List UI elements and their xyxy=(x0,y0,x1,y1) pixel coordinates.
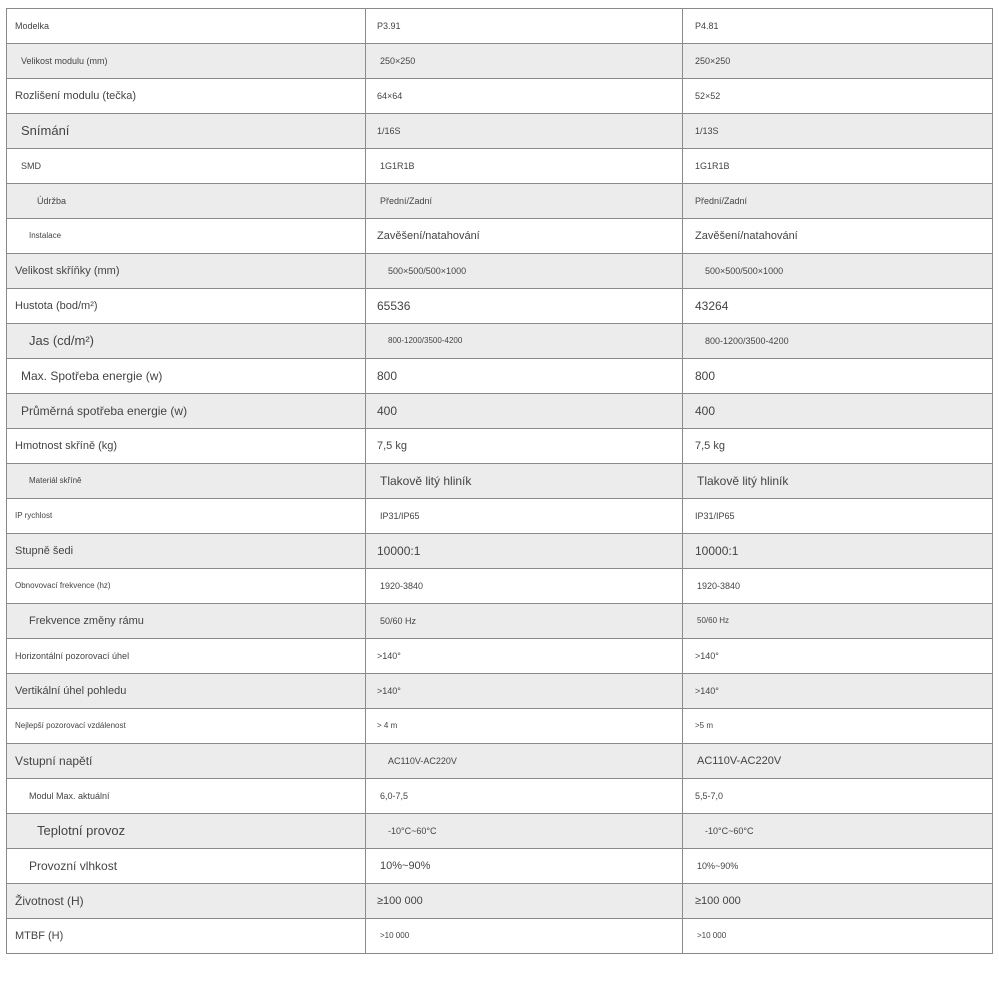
row-label: Modul Max. aktuální xyxy=(7,779,366,814)
p481-value: Přední/Zadní xyxy=(683,184,993,219)
p481-value: Zavěšení/natahování xyxy=(683,219,993,254)
p481-value: -10°C~60°C xyxy=(683,814,993,849)
table-row xyxy=(7,149,993,184)
row-label: Rozlišení modulu (tečka) xyxy=(7,79,366,114)
table-row xyxy=(7,499,993,534)
table-row xyxy=(7,9,993,44)
table-row xyxy=(7,429,993,464)
row-label: SMD xyxy=(7,149,366,184)
table-row xyxy=(7,114,993,149)
row-label: Snímání xyxy=(7,114,366,149)
table-row xyxy=(7,919,993,954)
p391-value: 10000:1 xyxy=(366,534,683,569)
table-row xyxy=(7,814,993,849)
p391-value: 1920-3840 xyxy=(366,569,683,604)
row-label: Údržba xyxy=(7,184,366,219)
p481-value: P4.81 xyxy=(683,9,993,44)
p481-value: IP31/IP65 xyxy=(683,499,993,534)
p391-value: > 4 m xyxy=(366,709,683,744)
table-row xyxy=(7,884,993,919)
p391-value: -10°C~60°C xyxy=(366,814,683,849)
p481-value: >5 m xyxy=(683,709,993,744)
p481-value: >140° xyxy=(683,674,993,709)
table-row xyxy=(7,324,993,359)
row-label: Modelka xyxy=(7,9,366,44)
p481-value: 10%~90% xyxy=(683,849,993,884)
p391-value: Přední/Zadní xyxy=(366,184,683,219)
p481-value: 400 xyxy=(683,394,993,429)
p481-value: 5,5-7,0 xyxy=(683,779,993,814)
p391-value: 7,5 kg xyxy=(366,429,683,464)
row-label: MTBF (H) xyxy=(7,919,366,954)
p481-value: ≥100 000 xyxy=(683,884,993,919)
table-row xyxy=(7,569,993,604)
p481-value: Tlakově litý hliník xyxy=(683,464,993,499)
p481-value: 800-1200/3500-4200 xyxy=(683,324,993,359)
p481-value: 7,5 kg xyxy=(683,429,993,464)
p391-value: ≥100 000 xyxy=(366,884,683,919)
row-label: Jas (cd/m²) xyxy=(7,324,366,359)
p391-value: AC110V-AC220V xyxy=(366,744,683,779)
table-row xyxy=(7,709,993,744)
table-row xyxy=(7,44,993,79)
row-label: Obnovovací frekvence (hz) xyxy=(7,569,366,604)
p481-value: 52×52 xyxy=(683,79,993,114)
row-label: Životnost (H) xyxy=(7,884,366,919)
row-label: Teplotní provoz xyxy=(7,814,366,849)
row-label: Hmotnost skříně (kg) xyxy=(7,429,366,464)
table-row xyxy=(7,289,993,324)
p481-value: 1920-3840 xyxy=(683,569,993,604)
row-label: Provozní vlhkost xyxy=(7,849,366,884)
row-label: Materiál skříně xyxy=(7,464,366,499)
p391-value: 64×64 xyxy=(366,79,683,114)
p391-value: 1/16S xyxy=(366,114,683,149)
p391-value: >140° xyxy=(366,674,683,709)
p481-value: 50/60 Hz xyxy=(683,604,993,639)
p391-value: Zavěšení/natahování xyxy=(366,219,683,254)
spec-table xyxy=(6,8,993,954)
spec-table-container xyxy=(6,8,992,954)
row-label: Stupně šedi xyxy=(7,534,366,569)
table-row xyxy=(7,534,993,569)
table-row xyxy=(7,254,993,289)
row-label: Velikost skříňky (mm) xyxy=(7,254,366,289)
p481-value: 10000:1 xyxy=(683,534,993,569)
p481-value: AC110V-AC220V xyxy=(683,744,993,779)
table-row xyxy=(7,779,993,814)
row-label: IP rychlost xyxy=(7,499,366,534)
table-row xyxy=(7,849,993,884)
table-row xyxy=(7,604,993,639)
table-row xyxy=(7,394,993,429)
p481-value: 1G1R1B xyxy=(683,149,993,184)
table-row xyxy=(7,219,993,254)
p391-value: 250×250 xyxy=(366,44,683,79)
table-row xyxy=(7,184,993,219)
row-label: Nejlepší pozorovací vzdálenost xyxy=(7,709,366,744)
p481-value: >10 000 xyxy=(683,919,993,954)
p391-value: 1G1R1B xyxy=(366,149,683,184)
row-label: Vertikální úhel pohledu xyxy=(7,674,366,709)
row-label: Horizontální pozorovací úhel xyxy=(7,639,366,674)
p391-value: 65536 xyxy=(366,289,683,324)
p481-value: 1/13S xyxy=(683,114,993,149)
p391-value: 50/60 Hz xyxy=(366,604,683,639)
row-label: Instalace xyxy=(7,219,366,254)
p391-value: 500×500/500×1000 xyxy=(366,254,683,289)
p391-value: 10%~90% xyxy=(366,849,683,884)
p481-value: >140° xyxy=(683,639,993,674)
p391-value: >140° xyxy=(366,639,683,674)
p391-value: Tlakově litý hliník xyxy=(366,464,683,499)
table-row xyxy=(7,79,993,114)
p391-value: P3.91 xyxy=(366,9,683,44)
row-label: Průměrná spotřeba energie (w) xyxy=(7,394,366,429)
p391-value: >10 000 xyxy=(366,919,683,954)
p481-value: 500×500/500×1000 xyxy=(683,254,993,289)
p391-value: 400 xyxy=(366,394,683,429)
row-label: Max. Spotřeba energie (w) xyxy=(7,359,366,394)
table-row xyxy=(7,464,993,499)
table-row xyxy=(7,744,993,779)
table-row xyxy=(7,674,993,709)
table-row xyxy=(7,359,993,394)
p391-value: 800 xyxy=(366,359,683,394)
p481-value: 250×250 xyxy=(683,44,993,79)
p391-value: 800-1200/3500-4200 xyxy=(366,324,683,359)
p481-value: 800 xyxy=(683,359,993,394)
table-row xyxy=(7,639,993,674)
p391-value: IP31/IP65 xyxy=(366,499,683,534)
p481-value: 43264 xyxy=(683,289,993,324)
row-label: Velikost modulu (mm) xyxy=(7,44,366,79)
row-label: Hustota (bod/m²) xyxy=(7,289,366,324)
row-label: Vstupní napětí xyxy=(7,744,366,779)
row-label: Frekvence změny rámu xyxy=(7,604,366,639)
p391-value: 6,0-7,5 xyxy=(366,779,683,814)
